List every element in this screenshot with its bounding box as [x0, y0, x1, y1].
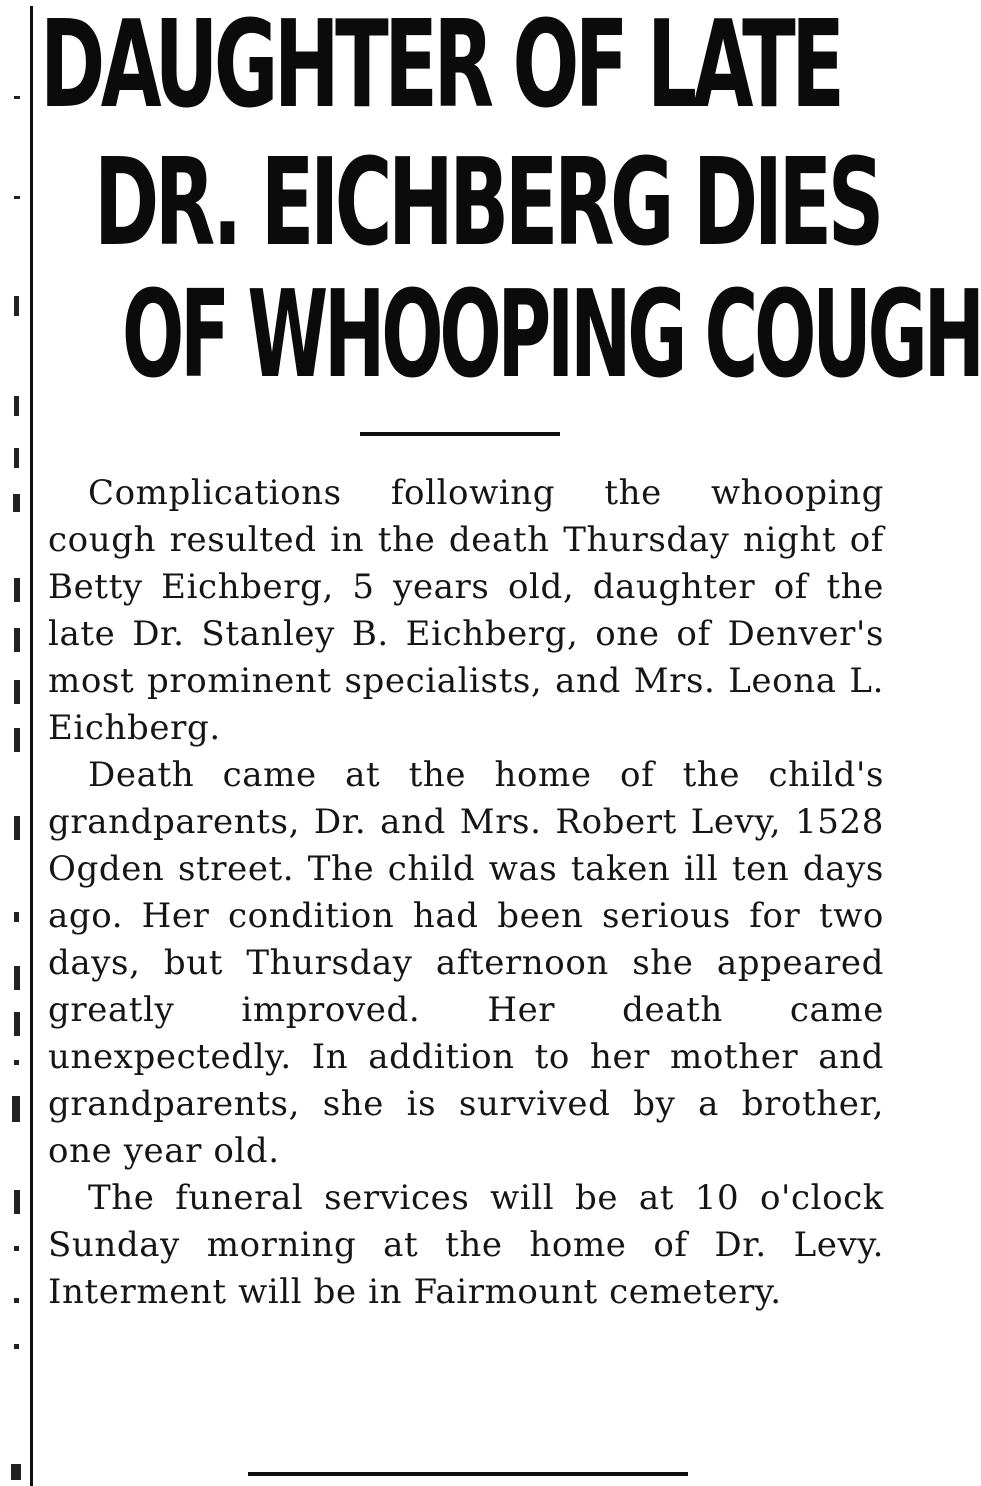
- headline-line-2: DR. EICHBERG DIES: [94, 131, 880, 273]
- headline-divider: [360, 432, 560, 436]
- paragraph-3: The funeral services will be at 10 o'clock Sunday morning at the home of Dr. Levy. Interment will be in Fairmount cemetery.: [48, 1178, 884, 1312]
- column-rule: [30, 6, 33, 1486]
- paragraph-1: Complications following the whooping cough resulted in the death Thursday night of Betty Eichberg, 5 years old, daughter of the late Dr. Stanley B. Eichberg, one of Denver's most prominent specialists, and Mrs. Leona L. Eichberg.: [48, 473, 884, 748]
- adjacent-column-fragments: [0, 0, 26, 1486]
- paragraph-2: Death came at the home of the child's grandparents, Dr. and Mrs. Robert Levy, 1528 Ogden street. The child was taken ill ten days ago. Her condition had been serious for two days, but Thursday afternoon she appeared greatly improved. Her death came unexpectedly. In addition to her mother and grandparents, she is survived by a brother, one year old.: [48, 755, 884, 1171]
- headline-line-1: DAUGHTER OF LATE: [40, 0, 841, 135]
- headline-line-3: OF WHOOPING COUGH: [122, 263, 981, 405]
- end-rule: [248, 1472, 688, 1476]
- article-body: [48, 470, 884, 1316]
